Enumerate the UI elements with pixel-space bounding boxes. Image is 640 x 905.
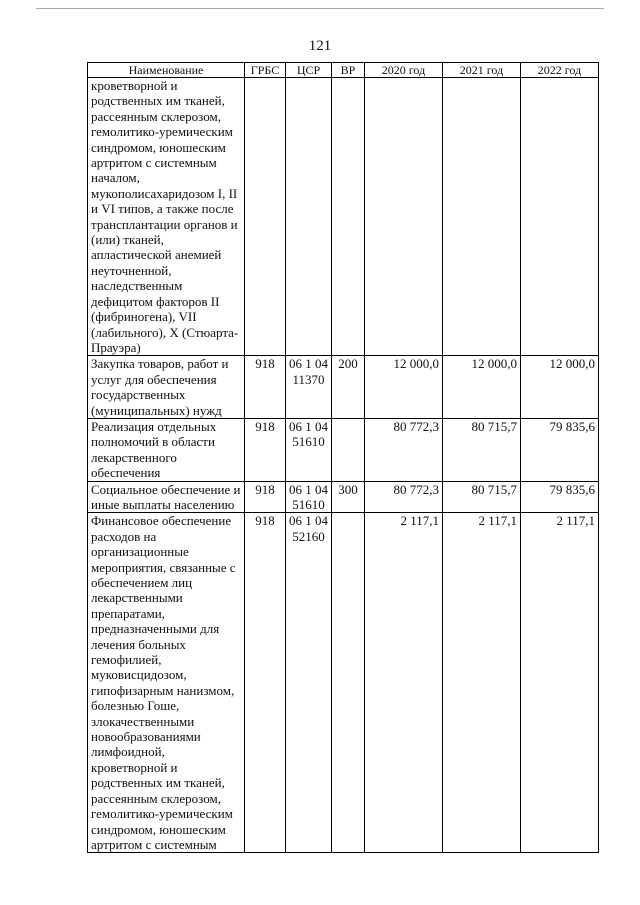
table-row <box>88 418 599 481</box>
row-name: Социальное обеспечение и иные выплаты населению <box>88 481 245 513</box>
row-2021: 2 117,1 <box>443 513 521 853</box>
row-grbs: 918 <box>245 481 286 513</box>
row-csr: 06 1 04 11370 <box>286 356 332 419</box>
table-row <box>88 481 599 513</box>
row-2022: 2 117,1 <box>521 513 599 853</box>
row-vr: 200 <box>332 356 365 419</box>
table-row <box>88 356 599 419</box>
row-2020: 12 000,0 <box>365 356 443 419</box>
col-header-2020: 2020 год <box>365 63 443 78</box>
scan-edge-line <box>36 8 604 9</box>
page-number: 121 <box>308 38 332 54</box>
row-2020: 2 117,1 <box>365 513 443 853</box>
row-2022: 79 835,6 <box>521 418 599 481</box>
row-csr: 06 1 04 51610 <box>286 481 332 513</box>
col-header-grbs: ГРБС <box>245 63 286 78</box>
col-header-2022: 2022 год <box>521 63 599 78</box>
row-2022: 79 835,6 <box>521 481 599 513</box>
row-2020 <box>365 78 443 356</box>
table-row <box>88 78 599 356</box>
row-2022: 12 000,0 <box>521 356 599 419</box>
row-vr <box>332 513 365 853</box>
row-vr <box>332 78 365 356</box>
row-csr: 06 1 04 51610 <box>286 418 332 481</box>
row-name: Финансовое обеспечение расходов на организационные мероприятия, связанные с обеспечением лиц лекарственными препаратами, предназначенными для лечения больных гемофилией, муковисцидозом, гипофизарным нанизмом, болезнью Гоше, злокачественными новообразованиями лимфоидной, кроветворной и родственных им тканей, рассеянным склерозом, гемолитико-уремическим синдромом, юношеским артритом с системным <box>88 513 245 853</box>
row-grbs <box>245 78 286 356</box>
row-name: Закупка товаров, работ и услуг для обеспечения государственных (муниципальных) нужд <box>88 356 245 419</box>
col-header-name: Наименование <box>88 63 245 78</box>
row-vr <box>332 418 365 481</box>
row-2021 <box>443 78 521 356</box>
row-2022 <box>521 78 599 356</box>
row-grbs: 918 <box>245 418 286 481</box>
row-2020: 80 772,3 <box>365 481 443 513</box>
col-header-2021: 2021 год <box>443 63 521 78</box>
row-2021: 80 715,7 <box>443 418 521 481</box>
row-csr: 06 1 04 52160 <box>286 513 332 853</box>
row-vr: 300 <box>332 481 365 513</box>
row-grbs: 918 <box>245 356 286 419</box>
row-name: кроветворной и родственных им тканей, рассеянным склерозом, гемолитико-уремическим синдромом, юношеским артритом с системным началом, мукополисахаридозом I, II и VI типов, а также после трансплантации органов и (или) тканей, апластической анемией неуточненной, наследственным дефицитом факторов II (фибриногена), VII (лабильного), X (Стюарта-Прауэра) <box>88 78 245 356</box>
row-name: Реализация отдельных полномочий в области лекарственного обеспечения <box>88 418 245 481</box>
row-2020: 80 772,3 <box>365 418 443 481</box>
budget-table <box>87 62 599 853</box>
table-header-row <box>88 63 599 78</box>
row-2021: 80 715,7 <box>443 481 521 513</box>
row-2021: 12 000,0 <box>443 356 521 419</box>
table-row <box>88 513 599 853</box>
row-grbs: 918 <box>245 513 286 853</box>
row-csr <box>286 78 332 356</box>
col-header-csr: ЦСР <box>286 63 332 78</box>
col-header-vr: ВР <box>332 63 365 78</box>
